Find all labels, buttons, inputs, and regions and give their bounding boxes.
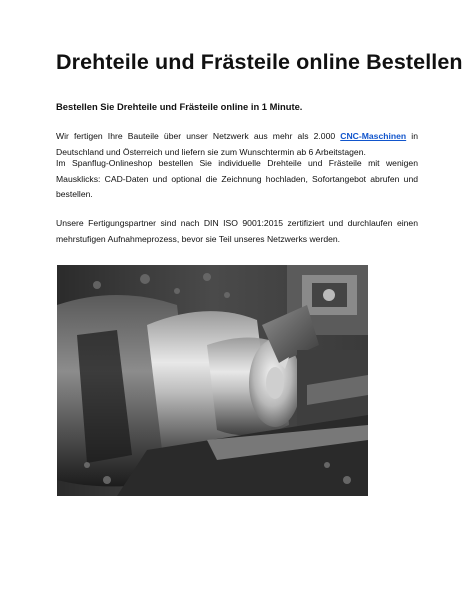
certification-paragraph: Unsere Fertigungspartner sind nach DIN ISO 9001:2015 zertifiziert und durchlaufen einen mehrstufigen Aufnahmeprozess, bevor sie Teil unseres Netzwerks werden. (56, 218, 418, 244)
page-title: Drehteile und Frästeile online Bestellen (56, 50, 463, 74)
lathe-machining-photo (57, 265, 368, 496)
subheading: Bestellen Sie Drehteile und Frästeile online in 1 Minute. (56, 101, 303, 112)
shop-paragraph: Im Spanflug-Onlineshop bestellen Sie individuelle Drehteile und Frästeile mit wenigen Mausklicks: CAD-Daten und optional die Zeichnung hochladen, Sofortangebot abrufen und bestellen. (56, 158, 418, 200)
intro-text-after-link: in Deutschland und Österreich und liefern sie zum Wunschtermin ab 6 Arbeitstagen. (56, 131, 418, 157)
intro-text-before-link: Wir fertigen Ihre Bauteile über unser Netzwerk aus mehr als 2.000 (56, 131, 341, 141)
cnc-machines-link[interactable]: CNC-Maschinen (340, 131, 407, 141)
